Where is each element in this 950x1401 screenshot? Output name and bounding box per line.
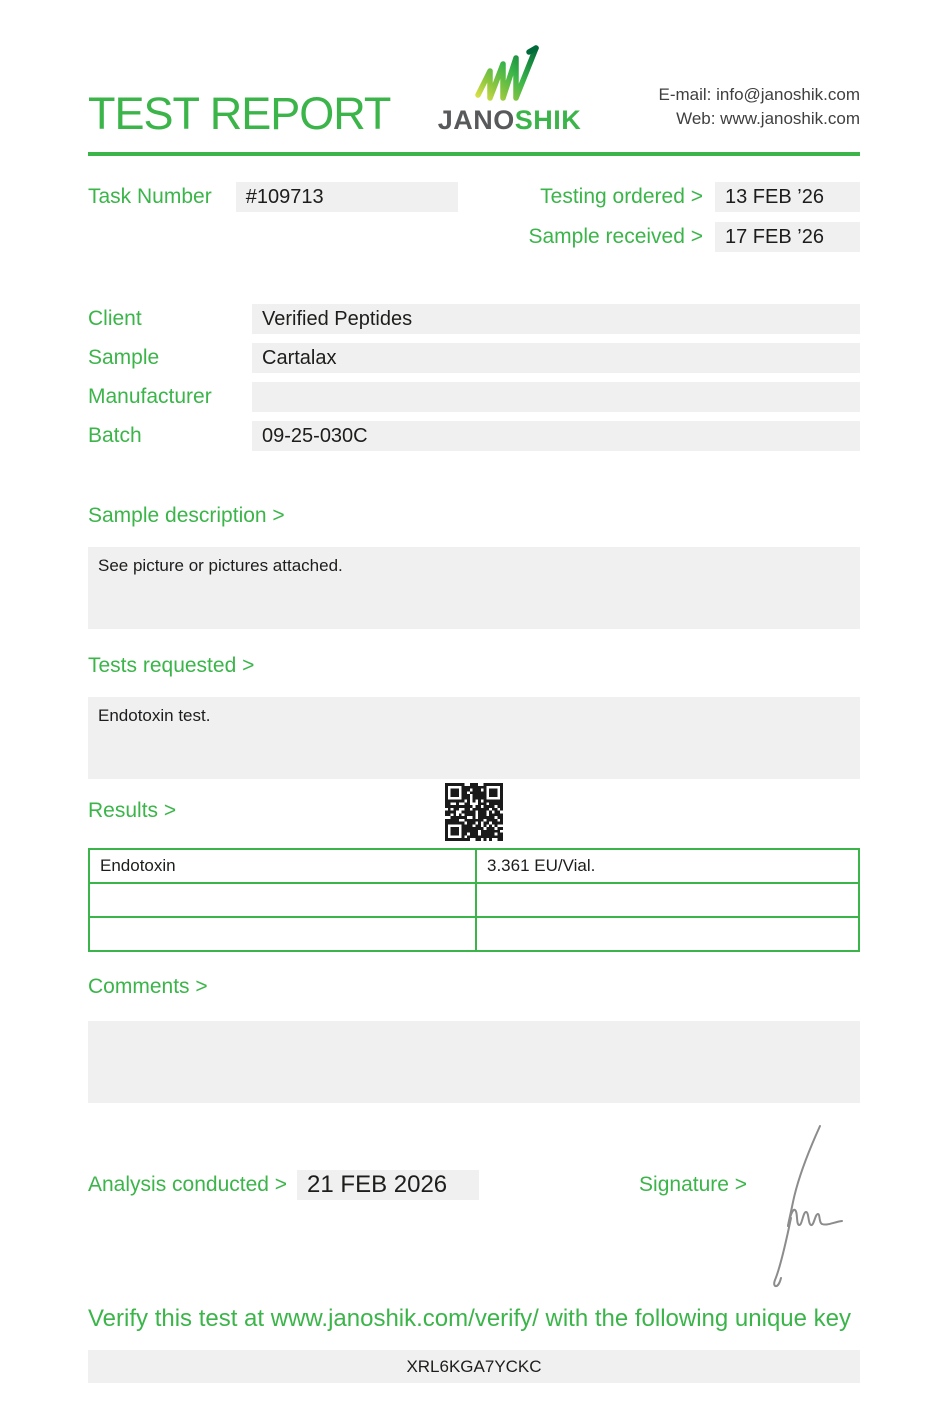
header-divider xyxy=(88,152,860,156)
sample-received-value: 17 FEB ’26 xyxy=(715,222,860,252)
footer-row xyxy=(88,1170,860,1200)
sample-description-section xyxy=(88,504,860,629)
field-row-manufacturer xyxy=(88,382,860,412)
sample-label: Sample xyxy=(88,346,160,369)
comments-text xyxy=(88,1021,860,1103)
logo-word-left: JANO xyxy=(437,105,515,135)
rising-chart-icon xyxy=(473,45,545,103)
analysis-conducted-label: Analysis conducted > xyxy=(88,1173,288,1196)
results-table xyxy=(88,848,860,952)
manufacturer-value xyxy=(252,382,860,412)
table-row xyxy=(89,849,859,883)
dates-block xyxy=(528,182,860,252)
page-title: TEST REPORT xyxy=(88,88,391,139)
analysis-date-value: 21 FEB 2026 xyxy=(297,1170,479,1200)
qr-code-icon xyxy=(445,783,503,841)
results-table-wrap xyxy=(88,848,860,952)
task-number-label: Task Number xyxy=(88,185,212,208)
signature-label: Signature > xyxy=(639,1173,748,1196)
sample-received-row xyxy=(528,222,860,252)
manufacturer-label: Manufacturer xyxy=(88,385,212,408)
sample-value: Cartalax xyxy=(252,343,860,373)
tests-requested-text: Endotoxin test. xyxy=(88,697,860,779)
batch-label: Batch xyxy=(88,424,142,447)
testing-ordered-label: Testing ordered > xyxy=(540,185,703,208)
field-row-sample xyxy=(88,343,860,373)
result-value: 3.361 EU/Vial. xyxy=(476,849,859,883)
field-row-batch xyxy=(88,421,860,451)
signature-scrawl-icon xyxy=(758,1120,850,1288)
client-label: Client xyxy=(88,307,142,330)
logo-word-right: SHIK xyxy=(514,105,582,135)
tests-requested-heading: Tests requested > xyxy=(88,654,255,677)
sample-description-heading: Sample description > xyxy=(88,504,285,527)
tests-requested-section xyxy=(88,654,860,779)
contact-web: Web: www.janoshik.com xyxy=(676,109,860,129)
table-row xyxy=(89,917,859,951)
report-header xyxy=(88,0,860,152)
results-section xyxy=(88,799,860,952)
comments-heading: Comments > xyxy=(88,975,208,998)
contact-info xyxy=(659,83,861,132)
result-name: Endotoxin xyxy=(89,849,476,883)
client-value: Verified Peptides xyxy=(252,304,860,334)
janoshik-logo xyxy=(438,45,582,134)
result-name xyxy=(89,883,476,917)
testing-ordered-value: 13 FEB ’26 xyxy=(715,182,860,212)
fields-section xyxy=(88,304,860,451)
result-value xyxy=(476,917,859,951)
field-row-client xyxy=(88,304,860,334)
sample-description-text: See picture or pictures attached. xyxy=(88,547,860,629)
result-value xyxy=(476,883,859,917)
table-row xyxy=(89,883,859,917)
comments-section xyxy=(88,975,860,1103)
contact-email: E-mail: info@janoshik.com xyxy=(658,84,860,104)
logo-wordmark xyxy=(438,107,582,134)
meta-section xyxy=(88,182,860,252)
result-name xyxy=(89,917,476,951)
testing-ordered-row xyxy=(528,182,860,212)
verify-instruction: Verify this test at www.janoshik.com/verify/ with the following unique key xyxy=(88,1305,852,1332)
task-number-row xyxy=(88,182,458,252)
verify-key: XRL6KGA7YCKC xyxy=(88,1350,860,1383)
report-page xyxy=(88,0,860,1383)
batch-value: 09-25-030C xyxy=(252,421,860,451)
sample-received-label: Sample received > xyxy=(528,225,703,248)
results-heading: Results > xyxy=(88,799,177,822)
task-number-value: #109713 xyxy=(236,182,458,212)
